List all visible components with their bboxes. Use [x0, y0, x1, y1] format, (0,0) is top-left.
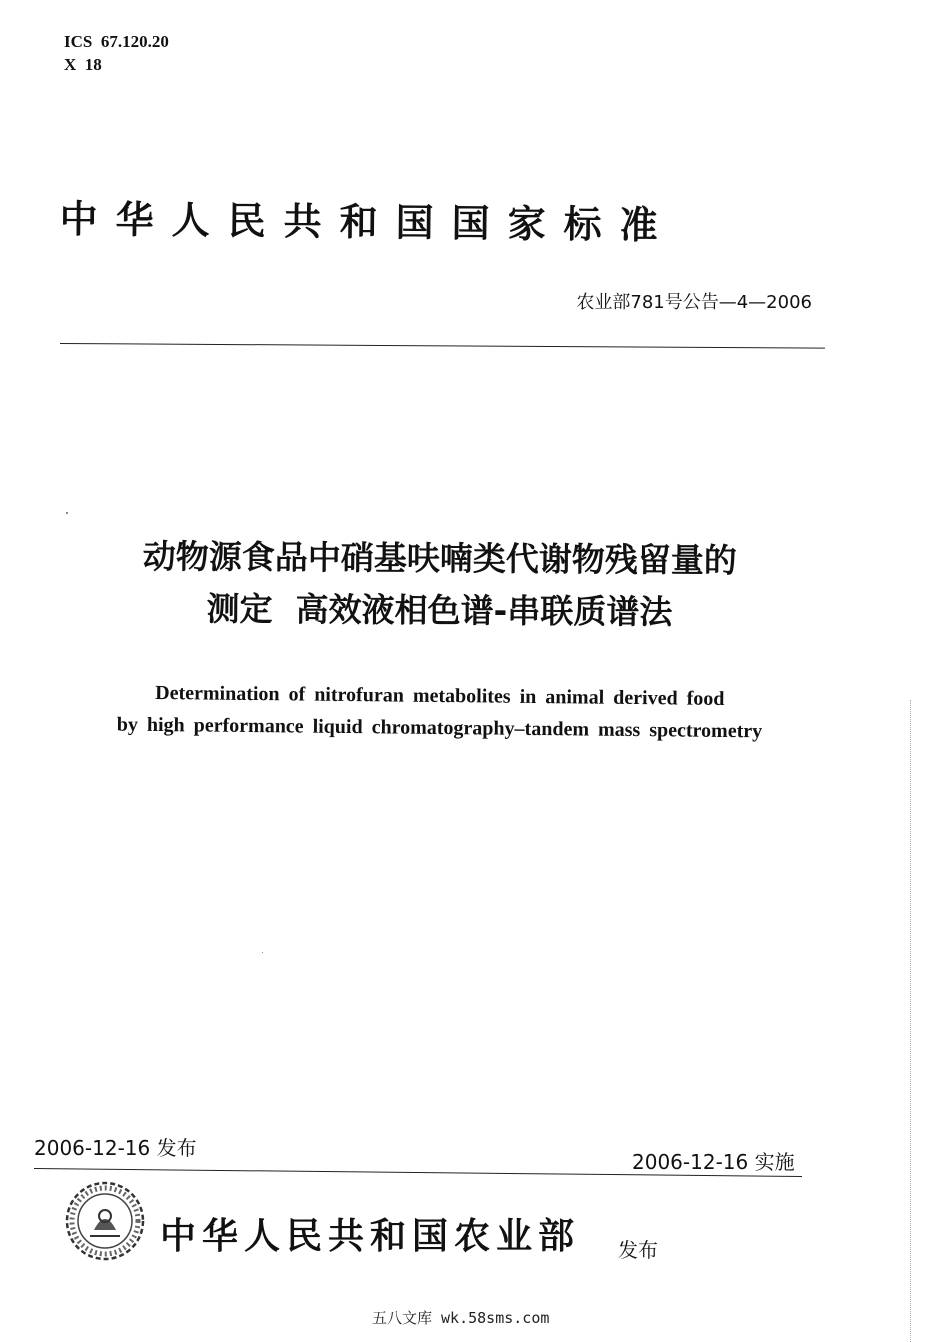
- implementation-date: 2006-12-16 实施: [632, 1150, 795, 1174]
- publish-label: 发布: [618, 1238, 658, 1262]
- header-divider: [60, 343, 825, 349]
- document-title-cn: [39, 530, 840, 640]
- ministry-seal-icon: [64, 1180, 146, 1262]
- ics-classification: [64, 30, 169, 76]
- class-label: X: [64, 55, 77, 74]
- scan-speck: [262, 952, 263, 953]
- standard-title: 中华人民共和国国家标准: [59, 195, 676, 248]
- title-cn-line1: 动物源食品中硝基呋喃类代谢物残留量的: [142, 536, 737, 580]
- class-code: 18: [84, 55, 102, 74]
- document-title-en: [59, 676, 820, 748]
- scan-speck: [66, 512, 68, 514]
- footer-watermark: 五八文库 wk.58sms.com: [372, 1309, 550, 1327]
- standard-number: 农业部781号公告—4—2006: [576, 292, 812, 313]
- title-en-line2: by high performance liquid chromatography–tandem mass spectrometry: [116, 713, 763, 743]
- ics-code: 67.120.20: [100, 32, 169, 51]
- ics-label: ICS: [64, 32, 93, 51]
- issuing-ministry: 中华人民共和国农业部: [160, 1215, 581, 1257]
- title-cn-line2: 测定 高效液相色谱-串联质谱法: [206, 589, 673, 632]
- issue-date: 2006-12-16 发布: [34, 1136, 197, 1160]
- scan-edge-line: [910, 700, 911, 1342]
- title-en-line1: Determination of nitrofuran metabolites in animal derived food: [155, 681, 725, 710]
